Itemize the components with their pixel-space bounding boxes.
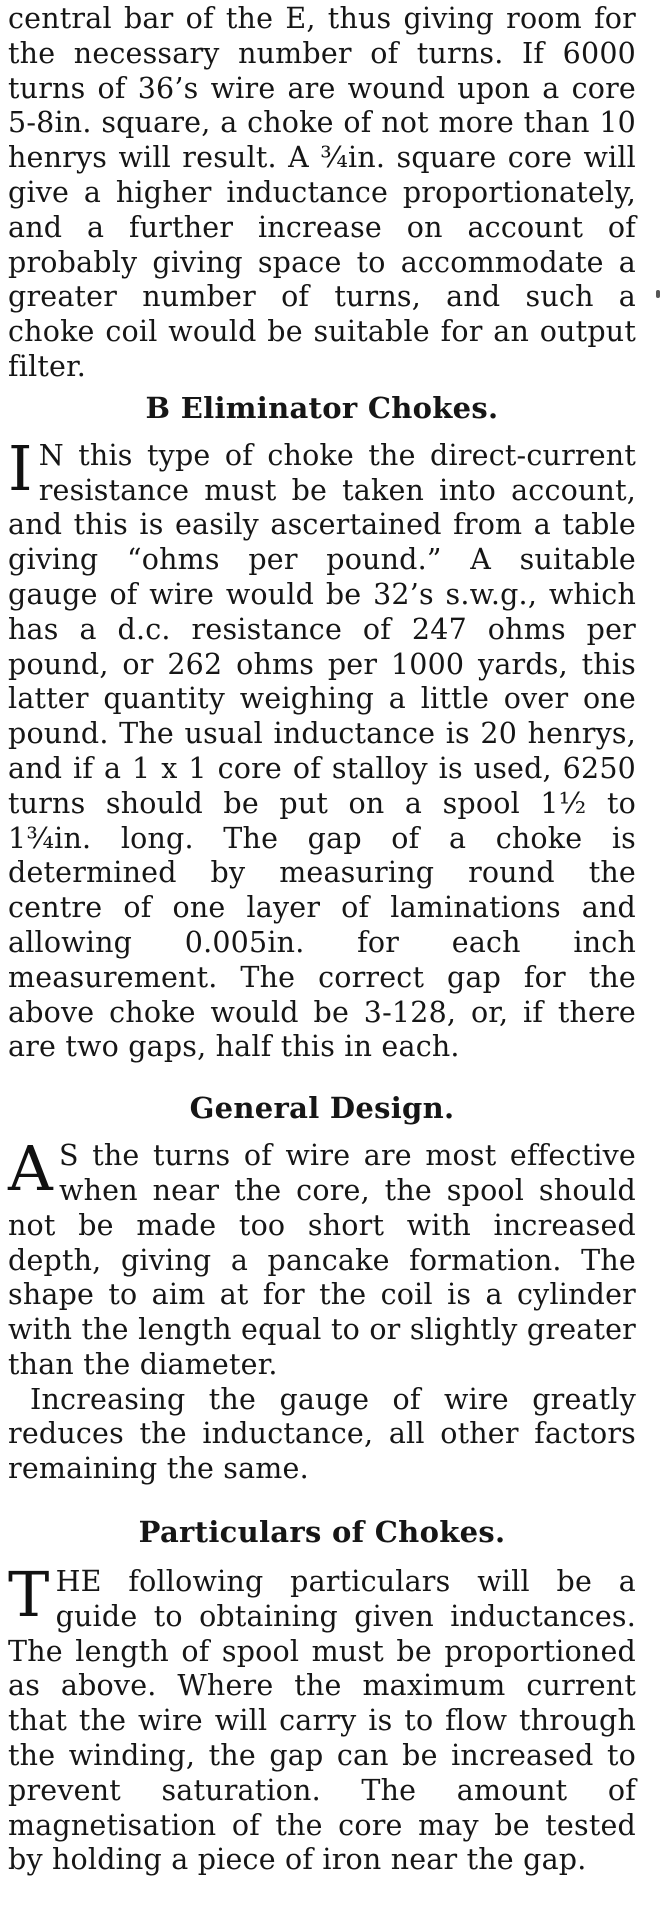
paragraph-general-design xyxy=(8,1132,636,1383)
heading-b-eliminator-chokes: B Eliminator Chokes. xyxy=(145,390,499,425)
paragraph-text: HE following particulars will be a guide to obtaining given inductances. The length of spool must be proportioned as above. Where the maximum current that the wire will carry is to flow through the winding, the gap can be increased to prevent saturation. The amount of magnetisation of the core may be tested by holding a piece of iron near the gap. xyxy=(8,1565,636,1877)
intro-paragraph: central bar of the E, thus giving room for the necessary number of turns. If 6000 turns of 36’s wire are wound upon a core 5-8in. square, a choke of not more than 10 henrys will result. A ¾in. square core will give a higher inductance proportionately, and a further increase on account of probably giving space to accommodate a greater number of turns, and such a choke coil would be suitable for an output filter. xyxy=(8,2,636,383)
ink-speck-mark xyxy=(656,290,660,298)
heading-particulars-of-chokes: Particulars of Chokes. xyxy=(138,1515,506,1550)
paragraph-text: N this type of choke the direct-current resistance must be taken into account, and this is easily ascertained from a table giving “ohms per pound.” A suitable gauge of wire would be 32’s s.w.g., which has a d.c. resistance of 247 ohms per pound, or 262 ohms per 1000 yards, this latter quantity weighing a little over one pound. The usual inductance is 20 henrys, and if a 1 x 1 core of stalloy is used, 6250 turns should be put on a spool 1½ to 1¾in. long. The gap of a choke is determined by measuring round the centre of one layer of laminations and allowing 0.005in. for each inch measurement. The correct gap for the above choke would be 3-128, or, if there are two gaps, half this in each. xyxy=(8,438,636,1064)
dropcap-letter: T xyxy=(8,1558,50,1632)
paragraph-particulars-of-chokes xyxy=(8,1558,636,1878)
paragraph-b-eliminator-chokes xyxy=(8,431,636,1065)
paragraph-gauge-note: Increasing the gauge of wire greatly reduces the inductance, all other factors remaining the same. xyxy=(8,1382,636,1486)
paragraph-text: S the turns of wire are most effective when near the core, the spool should not be made too short with increased depth, giving a pancake formation. The shape to aim at for the coil is a cylinder with the length equal to or slightly greater than the diameter. xyxy=(8,1139,636,1381)
heading-general-design: General Design. xyxy=(189,1091,455,1126)
dropcap-letter: I xyxy=(8,431,33,505)
dropcap-letter: A xyxy=(8,1132,53,1206)
